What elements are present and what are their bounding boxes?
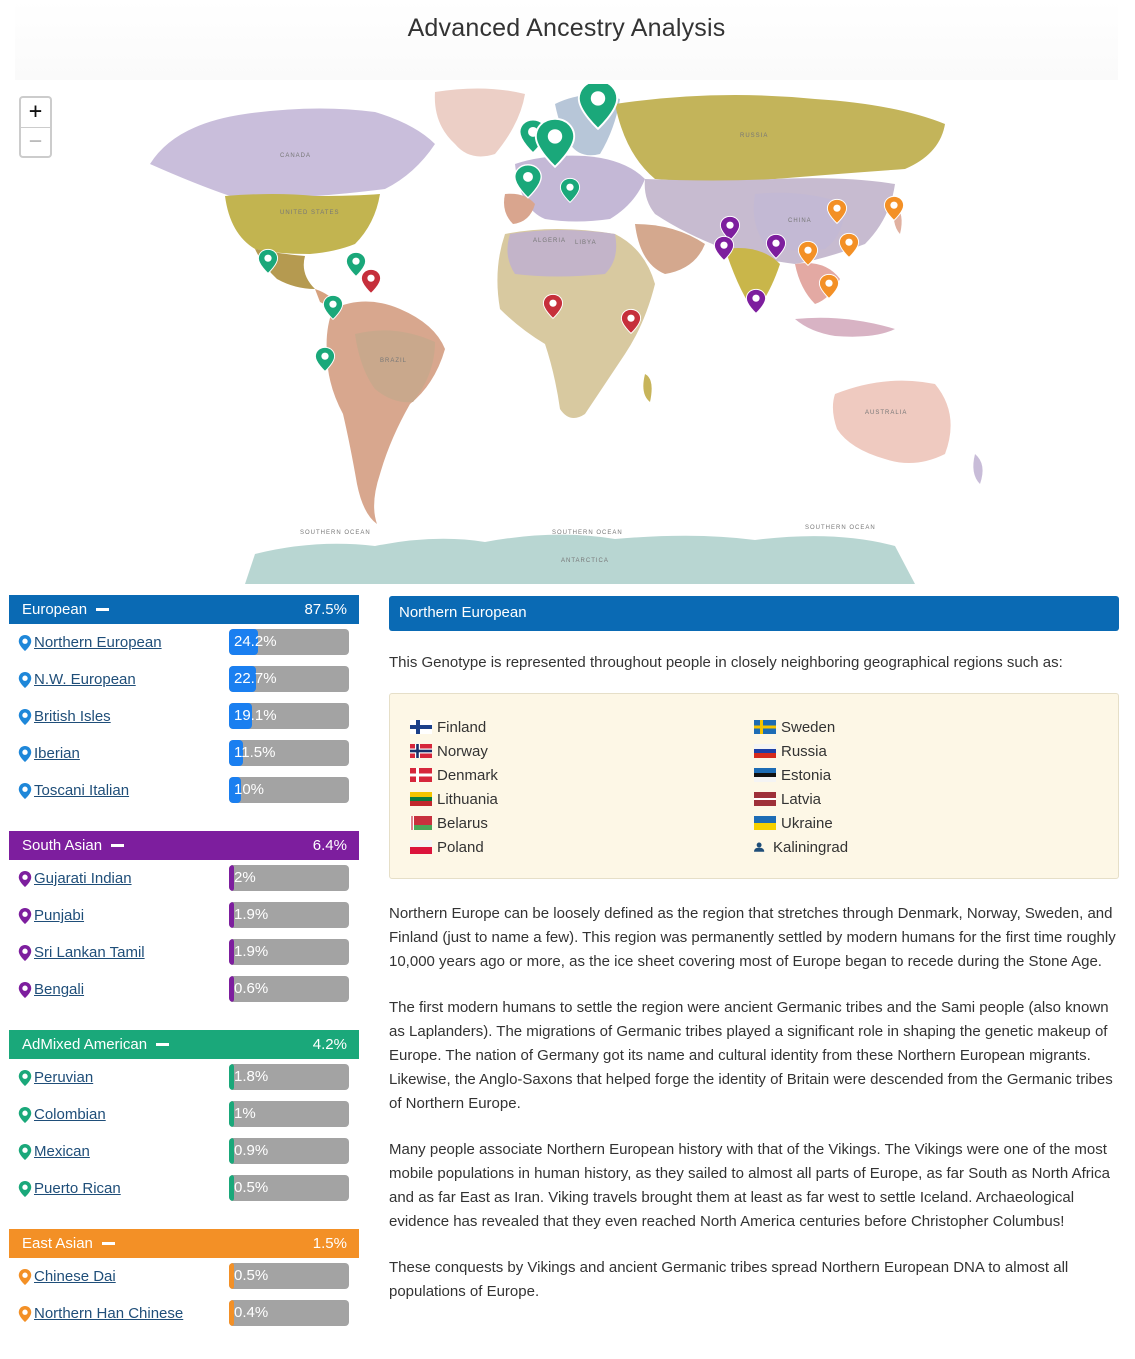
ancestry-row xyxy=(9,1096,359,1133)
map-marker-icon xyxy=(18,1144,32,1160)
percent-bar xyxy=(229,703,349,729)
map-marker-icon xyxy=(18,945,32,961)
ancestry-row xyxy=(9,698,359,735)
percent-value: 0.6% xyxy=(234,980,269,997)
sweden-flag-icon xyxy=(754,720,776,734)
ancestry-row xyxy=(9,772,359,809)
map-marker[interactable] xyxy=(839,233,858,257)
detail-paragraph: Many people associate Northern European history with that of the Vikings. The Vikings were one of the most mobile populations in human history, as they sailed to almost all parts of Europe, as far South as North Africa and as far East as Iran. Viking travels brought them at least as far west to settle Iceland. Archaeological evidence has revealed that they even reached North America centuries before Christopher Columbus! xyxy=(389,1141,1110,1230)
country-name: Poland xyxy=(437,838,484,856)
country-item xyxy=(754,715,848,739)
ancestry-group xyxy=(9,831,359,1008)
group-total: 4.2% xyxy=(312,1036,347,1053)
latvia-flag-icon xyxy=(754,792,776,806)
ancestry-row xyxy=(9,860,359,897)
zoom-out-button[interactable]: − xyxy=(21,127,50,156)
country-name: Kaliningrad xyxy=(773,838,849,856)
ancestry-row xyxy=(9,624,359,661)
map-label: CHINA xyxy=(788,218,812,224)
collapse-icon[interactable] xyxy=(96,608,109,611)
collapse-icon[interactable] xyxy=(111,844,124,847)
region-link[interactable]: Punjabi xyxy=(34,907,85,924)
group-header[interactable] xyxy=(9,831,359,860)
ancestry-row xyxy=(9,735,359,772)
percent-value: 2% xyxy=(234,869,256,886)
country-item xyxy=(410,811,498,835)
country-item xyxy=(754,739,848,763)
map-marker-icon xyxy=(18,709,32,725)
madagascar-shape xyxy=(643,374,651,402)
country-name: Latvia xyxy=(781,790,822,808)
world-map[interactable] xyxy=(15,84,1118,584)
zoom-control xyxy=(19,96,52,158)
ancestry-group xyxy=(9,1030,359,1207)
percent-bar xyxy=(229,1300,349,1326)
country-name: Russia xyxy=(781,742,827,760)
country-name: Finland xyxy=(437,718,487,736)
greenland-shape xyxy=(435,88,525,156)
usa-shape xyxy=(225,194,380,254)
map-marker-icon xyxy=(18,635,32,651)
map-marker-icon xyxy=(18,746,32,762)
country-column-left xyxy=(410,715,498,859)
ancestry-row xyxy=(9,1170,359,1207)
title-bar xyxy=(15,0,1118,80)
ancestry-row xyxy=(9,1133,359,1170)
region-link[interactable]: Toscani Italian xyxy=(34,782,130,799)
percent-bar xyxy=(229,865,349,891)
ancestry-group xyxy=(9,595,359,809)
country-item xyxy=(410,715,498,739)
percent-value: 11.5% xyxy=(234,744,276,761)
group-header[interactable] xyxy=(9,1229,359,1258)
region-link[interactable]: Sri Lankan Tamil xyxy=(34,944,145,961)
percent-bar xyxy=(229,1064,349,1090)
country-name: Lithuania xyxy=(437,790,498,808)
group-name: South Asian xyxy=(22,837,103,854)
country-list xyxy=(389,693,1119,879)
map-marker[interactable] xyxy=(361,269,380,293)
detail-paragraph: Northern Europe can be loosely defined as the region that stretches through Denmark, Norway, Sweden, and Finland (just to name a few). This region was permanently settled by modern humans for the first time roughly 10,000 years ago or more, as the ice sheet covering most of Europe began to recede during the Stone Age. xyxy=(389,905,1116,970)
map-marker-icon xyxy=(18,1269,32,1285)
ancestry-breakdown xyxy=(9,595,359,1354)
percent-bar xyxy=(229,976,349,1002)
ancestry-row xyxy=(9,897,359,934)
country-item xyxy=(410,835,498,859)
region-link[interactable]: Chinese Dai xyxy=(34,1268,116,1285)
map-label: AUSTRALIA xyxy=(865,410,908,416)
group-header[interactable] xyxy=(9,595,359,624)
country-item xyxy=(410,739,498,763)
map-marker[interactable] xyxy=(346,252,365,276)
region-link[interactable]: Mexican xyxy=(34,1143,90,1160)
map-label: RUSSIA xyxy=(740,133,769,139)
russia-flag-icon xyxy=(754,744,776,758)
region-link[interactable]: Colombian xyxy=(34,1106,106,1123)
percent-value: 24.2% xyxy=(234,633,277,650)
ancestry-row xyxy=(9,1295,359,1332)
detail-paragraph: The first modern humans to settle the region were ancient Germanic tribes and the Sami people (also known as Laplanders). The migrations of Germanic tribes played a significant role in shaping the genetic makeup of Europe. The nation of Germany got its name and cultural identity from these Northern European migrants. Likewise, the Anglo-Saxons that helped forge the identity of Britain were descended from the Germanic tribes of Northern Europe. xyxy=(389,999,1113,1112)
region-link[interactable]: Puerto Rican xyxy=(34,1180,121,1197)
country-item xyxy=(754,763,848,787)
percent-value: 0.5% xyxy=(234,1179,269,1196)
map-label: LIBYA xyxy=(575,240,597,246)
map-label: SOUTHERN OCEAN xyxy=(805,525,876,531)
poland-flag-icon xyxy=(410,840,432,854)
map-label: SOUTHERN OCEAN xyxy=(552,530,623,536)
percent-value: 1.9% xyxy=(234,906,269,923)
percent-value: 1% xyxy=(234,1105,256,1122)
ancestry-row xyxy=(9,971,359,1008)
country-column-right xyxy=(754,715,848,859)
percent-value: 0.9% xyxy=(234,1142,269,1159)
percent-bar xyxy=(229,1138,349,1164)
norway-flag-icon xyxy=(410,744,432,758)
map-marker-icon xyxy=(18,1181,32,1197)
percent-value: 19.1% xyxy=(234,707,277,724)
group-total: 87.5% xyxy=(304,601,347,618)
percent-bar xyxy=(229,939,349,965)
percent-value: 0.4% xyxy=(234,1304,269,1321)
detail-intro: This Genotype is represented throughout people in closely neighboring geographical regions such as: xyxy=(389,654,1063,671)
group-name: East Asian xyxy=(22,1235,93,1252)
region-link[interactable]: British Isles xyxy=(34,708,111,725)
map-label: SOUTHERN OCEAN xyxy=(300,530,371,536)
collapse-icon[interactable] xyxy=(102,1242,115,1245)
map-label: ANTARCTICA xyxy=(561,558,609,564)
estonia-flag-icon xyxy=(754,768,776,782)
map-marker-icon xyxy=(18,672,32,688)
ancestry-row xyxy=(9,661,359,698)
country-name: Estonia xyxy=(781,766,832,784)
map-marker-icon xyxy=(18,908,32,924)
zoom-in-button[interactable]: + xyxy=(28,99,43,124)
russia-shape xyxy=(615,95,945,182)
new-zealand-shape xyxy=(973,454,982,484)
country-name: Norway xyxy=(437,742,488,760)
percent-bar xyxy=(229,902,349,928)
percent-bar xyxy=(229,1263,349,1289)
map-marker-icon xyxy=(18,871,32,887)
country-item xyxy=(410,763,498,787)
ancestry-group xyxy=(9,1229,359,1332)
region-link[interactable]: Northern Han Chinese xyxy=(34,1305,184,1322)
country-name: Sweden xyxy=(781,718,836,736)
map-label: ALGERIA xyxy=(533,238,567,244)
region-link[interactable]: Peruvian xyxy=(34,1069,94,1086)
group-name: AdMixed American xyxy=(22,1036,148,1053)
group-header[interactable] xyxy=(9,1030,359,1059)
detail-paragraph: These conquests by Vikings and ancient Germanic tribes spread Northern European DNA to almost all populations of Europe. xyxy=(389,1259,1069,1300)
detail-panel xyxy=(389,596,1119,1304)
region-link[interactable]: Iberian xyxy=(34,745,80,762)
percent-value: 1.9% xyxy=(234,943,269,960)
group-total: 6.4% xyxy=(312,837,347,854)
denmark-flag-icon xyxy=(410,768,432,782)
percent-value: 10% xyxy=(234,781,265,798)
region-link[interactable]: Bengali xyxy=(34,981,85,998)
country-name: Belarus xyxy=(437,814,488,832)
percent-bar xyxy=(229,1175,349,1201)
ancestry-row xyxy=(9,934,359,971)
map-label: UNITED STATES xyxy=(280,210,340,216)
country-name: Ukraine xyxy=(781,814,833,832)
map-marker-icon xyxy=(18,982,32,998)
country-item xyxy=(410,787,498,811)
country-name: Denmark xyxy=(437,766,498,784)
country-item xyxy=(754,811,848,835)
map-label: BRAZIL xyxy=(380,358,408,364)
group-total: 1.5% xyxy=(312,1235,347,1252)
belarus-flag-icon xyxy=(410,816,432,830)
map-label: CANADA xyxy=(280,153,312,159)
ancestry-row xyxy=(9,1059,359,1096)
percent-bar xyxy=(229,1101,349,1127)
north-africa-shape xyxy=(507,230,616,277)
person-icon xyxy=(754,839,769,855)
percent-bar xyxy=(229,740,349,766)
finland-flag-icon xyxy=(410,720,432,734)
percent-bar xyxy=(229,629,349,655)
region-link[interactable]: N.W. European xyxy=(34,671,136,688)
australia-shape xyxy=(833,381,951,463)
percent-bar xyxy=(229,777,349,803)
group-name: European xyxy=(22,601,88,618)
map-marker[interactable] xyxy=(746,289,765,313)
map-marker-icon xyxy=(18,1107,32,1123)
world-map-graphic xyxy=(15,84,1118,584)
percent-value: 22.7% xyxy=(234,670,277,687)
map-marker-icon xyxy=(18,1306,32,1322)
map-marker-icon xyxy=(18,783,32,799)
region-link[interactable]: Gujarati Indian xyxy=(34,870,132,887)
percent-bar xyxy=(229,666,349,692)
percent-value: 0.5% xyxy=(234,1267,269,1284)
country-item xyxy=(754,787,848,811)
indonesia-shape xyxy=(795,318,895,337)
page-title: Advanced Ancestry Analysis xyxy=(407,14,726,42)
map-marker-icon xyxy=(18,1070,32,1086)
region-link[interactable]: Northern European xyxy=(34,634,162,651)
country-item xyxy=(754,835,848,859)
detail-heading: Northern European xyxy=(389,596,1119,631)
ancestry-row xyxy=(9,1258,359,1295)
percent-value: 1.8% xyxy=(234,1068,269,1085)
ukraine-flag-icon xyxy=(754,816,776,830)
lithuania-flag-icon xyxy=(410,792,432,806)
collapse-icon[interactable] xyxy=(156,1043,169,1046)
